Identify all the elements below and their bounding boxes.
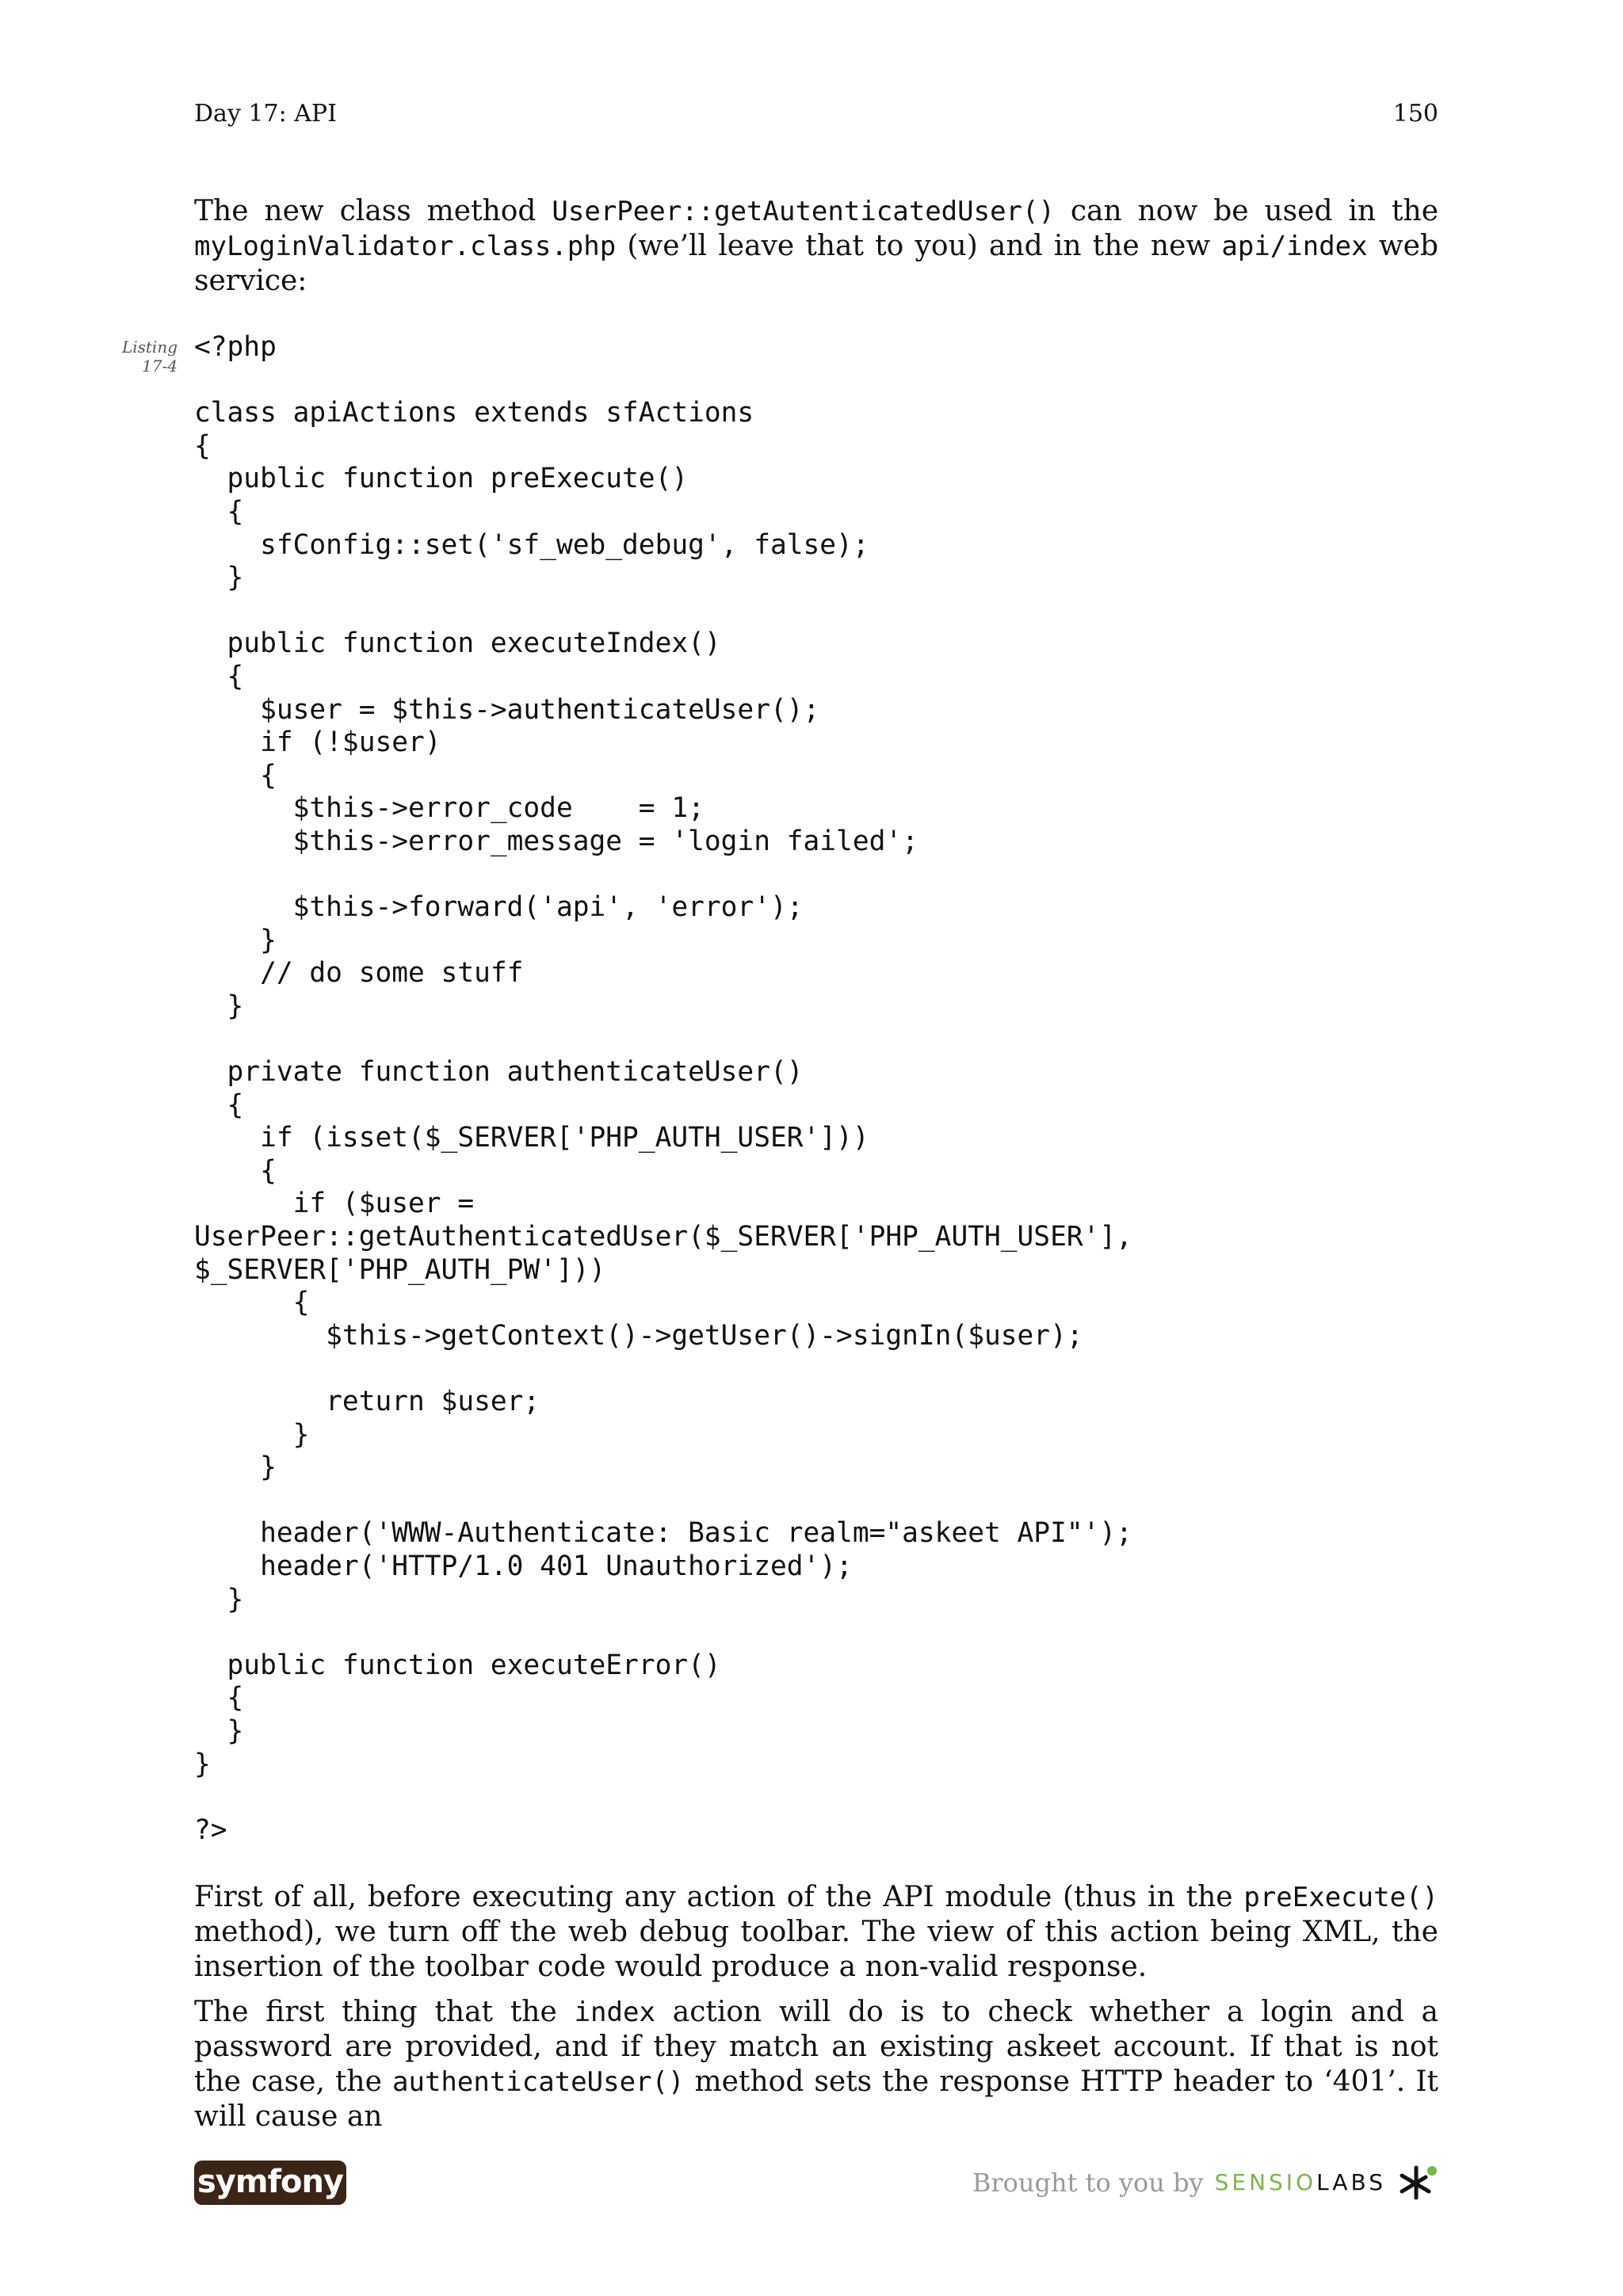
code-line: } bbox=[194, 924, 277, 956]
code-line: <?php bbox=[194, 331, 277, 363]
inline-code: api/index bbox=[1221, 231, 1368, 262]
code-line: if (isset($_SERVER['PHP_AUTH_USER'])) bbox=[194, 1122, 869, 1154]
inline-code: UserPeer::getAutenticatedUser() bbox=[552, 196, 1055, 227]
code-line: $this->getContext()->getUser()->signIn($user); bbox=[194, 1319, 1083, 1352]
sensiolabs-logo: SENSIOLABS bbox=[1214, 2169, 1386, 2195]
code-line: if (!$user) bbox=[194, 727, 441, 759]
code-line bbox=[194, 595, 1438, 628]
code-line: $this->forward('api', 'error'); bbox=[194, 891, 804, 924]
code-line: } bbox=[194, 1583, 244, 1615]
code-line: UserPeer::getAuthenticatedUser($_SERVER['PHP_AUTH_USER'], bbox=[194, 1221, 1132, 1253]
code-line: } bbox=[194, 562, 244, 594]
code-line: // do some stuff bbox=[194, 957, 524, 990]
code-line bbox=[194, 1023, 1438, 1056]
code-line: if ($user = bbox=[194, 1188, 475, 1220]
listing-label bbox=[117, 338, 178, 376]
inline-code: authenticateUser() bbox=[392, 2066, 685, 2098]
code-line bbox=[194, 1616, 1438, 1650]
code-line: { bbox=[194, 1154, 277, 1187]
code-line: return $user; bbox=[194, 1386, 540, 1417]
footer-credit bbox=[972, 2163, 1438, 2203]
inline-code: myLoginValidator.class.php bbox=[194, 231, 617, 262]
code-line: { bbox=[194, 1089, 244, 1121]
code-line bbox=[194, 364, 1438, 398]
code-line: ?> bbox=[194, 1814, 227, 1846]
inline-code: index bbox=[574, 1997, 655, 2028]
code-line: } bbox=[194, 1714, 244, 1747]
code-line: private function authenticateUser() bbox=[194, 1056, 804, 1089]
code-line bbox=[194, 1485, 1438, 1518]
intro-paragraph: The new class method UserPeer::getAutenticatedUser() can now be used in the myLoginValidator.class.php (we’ll leave that to you) and in the new api/index web service: bbox=[194, 195, 1438, 297]
body-paragraph: The first thing that the index action will do is to check whether a login and a password are provided, and if they match an existing askeet account. If that is not the case, the authenticateUser() method sets the response HTTP header to ‘401’. It will cause an bbox=[194, 1996, 1439, 2133]
sensiolabs-star-icon bbox=[1397, 2163, 1438, 2203]
code-listing bbox=[194, 331, 1438, 1847]
code-line: } bbox=[194, 990, 244, 1022]
listing-label-word: Listing bbox=[121, 338, 178, 357]
code-line: $this->error_message = 'login failed'; bbox=[194, 825, 918, 857]
code-line: header('WWW-Authenticate: Basic realm="askeet API"'); bbox=[194, 1517, 1132, 1550]
code-line: $this->error_code = 1; bbox=[194, 792, 705, 825]
code-line: $_SERVER['PHP_AUTH_PW'])) bbox=[194, 1253, 606, 1286]
code-line: } bbox=[194, 1748, 211, 1780]
code-line: } bbox=[194, 1451, 277, 1484]
code-line: public function executeIndex() bbox=[194, 627, 721, 660]
code-line: { bbox=[194, 1287, 310, 1319]
chapter-title: Day 17: API bbox=[194, 100, 337, 128]
inline-code: preExecute() bbox=[1243, 1882, 1438, 1913]
code-line: { bbox=[194, 660, 244, 692]
code-line bbox=[194, 1352, 1438, 1386]
code-line: { bbox=[194, 495, 244, 528]
code-line: } bbox=[194, 1418, 310, 1451]
code-line: sfConfig::set('sf_web_debug', false); bbox=[194, 528, 869, 561]
code-line: header('HTTP/1.0 401 Unauthorized'); bbox=[194, 1550, 853, 1582]
body-paragraph: First of all, before executing any action of the API module (thus in the preExecute() method), we turn off the web debug toolbar. The view of this action being XML, the insertion of the toolbar code would produce a non-valid response. bbox=[194, 1881, 1438, 1983]
code-line: { bbox=[194, 1682, 244, 1714]
code-line bbox=[194, 859, 1438, 892]
credit-text: Brought to you by bbox=[972, 2168, 1204, 2198]
code-line: class apiActions extends sfActions bbox=[194, 397, 754, 429]
code-line: public function preExecute() bbox=[194, 463, 689, 495]
code-line: $user = $this->authenticateUser(); bbox=[194, 693, 820, 726]
page-number: 150 bbox=[1392, 100, 1438, 128]
listing-label-number: 17-4 bbox=[142, 357, 178, 376]
symfony-logo: symfony bbox=[194, 2161, 346, 2205]
code-line: public function executeError() bbox=[194, 1649, 721, 1681]
code-line: { bbox=[194, 759, 277, 791]
code-line bbox=[194, 1781, 1438, 1814]
code-line: { bbox=[194, 429, 211, 462]
